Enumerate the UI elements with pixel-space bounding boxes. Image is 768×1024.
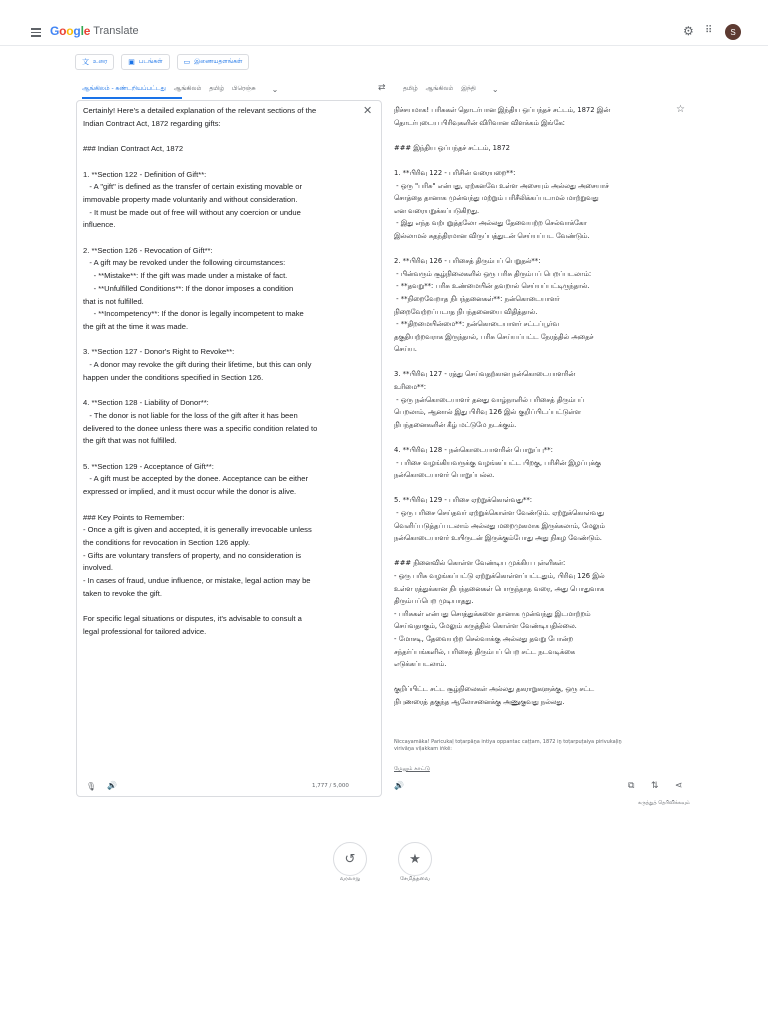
target-language-bar bbox=[403, 80, 507, 98]
mode-selector bbox=[75, 54, 249, 70]
source-lang-french[interactable]: பிரெஞ்சு bbox=[232, 85, 256, 92]
save-translation-star-icon[interactable]: ☆ bbox=[676, 104, 685, 115]
target-lang-tamil[interactable]: தமிழ் bbox=[403, 85, 418, 92]
settings-gear-icon[interactable]: ⚙ bbox=[683, 24, 694, 38]
transliteration-text: Niccayamāka! Paricukaḷ toṭarpāṉa intiya oppantac caṭṭam, 1872 iṉ toṭarpuṭaiya pirivukaḷiṉ virivāṉa viḷakkam iṅkē: bbox=[394, 739, 622, 752]
logo-letter-g: G bbox=[50, 24, 60, 38]
mode-websites-label: இணையதளங்கள் bbox=[194, 58, 243, 65]
logo-letter-e: e bbox=[83, 24, 91, 38]
source-lang-detected[interactable]: ஆங்கிலம் - கண்டறியப்பட்டது bbox=[82, 85, 166, 92]
copy-icon[interactable]: ⧉ bbox=[628, 781, 635, 791]
target-lang-hindi[interactable]: இந்தி bbox=[461, 85, 476, 92]
logo-letter-l: l bbox=[80, 24, 84, 38]
mode-images-button[interactable] bbox=[121, 54, 169, 70]
website-icon: ▭ bbox=[183, 58, 191, 66]
mode-images-label: படங்கள் bbox=[138, 58, 163, 65]
image-icon: ▣ bbox=[128, 58, 135, 66]
history-icon: ↺ bbox=[344, 851, 356, 867]
source-lang-tamil[interactable]: தமிழ் bbox=[209, 85, 225, 92]
active-lang-underline bbox=[82, 97, 182, 99]
mode-text-label: உரை bbox=[93, 58, 108, 65]
swap-languages-icon[interactable]: ⇄ bbox=[378, 83, 386, 93]
history-label: வரலாறு bbox=[339, 876, 361, 882]
clear-source-close-icon[interactable]: ✕ bbox=[363, 104, 373, 117]
app-header bbox=[0, 0, 768, 46]
apps-grid-icon[interactable]: ⠿ bbox=[705, 25, 713, 36]
source-language-bar bbox=[82, 80, 286, 98]
star-icon: ★ bbox=[409, 851, 421, 867]
source-lang-chevron-down-icon[interactable]: ⌄ bbox=[271, 84, 279, 94]
saved-label: சேமித்தவை bbox=[400, 876, 430, 882]
history-button[interactable] bbox=[333, 842, 367, 876]
send-feedback-link[interactable]: கருத்துத் தெரிவிக்கவும் bbox=[638, 800, 690, 806]
source-lang-english[interactable]: ஆங்கிலம் bbox=[173, 85, 202, 92]
show-more-link[interactable]: மேலும் காட்டு bbox=[394, 766, 430, 772]
logo-letter-g2: g bbox=[73, 24, 81, 38]
logo-letter-o2: o bbox=[66, 24, 74, 38]
saved-button[interactable] bbox=[398, 842, 432, 876]
rate-translation-icon[interactable]: ⇅ bbox=[651, 781, 659, 791]
source-textarea[interactable]: Certainly! Here's a detailed explanation of the relevant sections of the Indian Contract Act, 1872 regarding gifts: ### Indian Contract Act, 1872 1. **Section 122 - Definition of Gift**: - A "gift" is defined as the transfer of certain existing movable or immovable property made voluntarily and without consideration. - It must be made out of free will without any coercion or undue influence. 2. **Section 126 - Revocation of Gift**: - A gift may be revoked under the following circumstances: - **Mistake**: If the gift was made under a mistake of fact. - **Unfulfilled Conditions**: If the donor imposes a condition that is not fulfilled. - **Incompetency**: If the donor is legally incompetent to make the gift at the time it was made. 3. **Section 127 - Donor's Right to Revoke**: - A donor may revoke the gift during their lifetime, but this can only happen under the conditions specified in Section 126. 4. **Section 128 - Liability of Donor**: - The donor is not liable for the loss of the gift after it has been delivered to the donee unless there was a specific condition related to the gift that was not fulfilled. 5. **Section 129 - Acceptance of Gift**: - A gift must be accepted by the donee. Acceptance can be either expressed or implied, and it must occur while the donor is alive. ### Key Points to Remember: - Once a gift is given and accepted, it is generally irrevocable unless the conditions for revocation in Section 126 apply. - Gifts are voluntary transfers of property, and no consideration is involved. - In cases of fraud, undue influence, or mistake, legal action may be taken to revoke the gift. For specific legal situations or disputes, it's advisable to consult a legal professional for tailored advice. bbox=[83, 106, 318, 636]
google-translate-logo[interactable] bbox=[50, 24, 139, 38]
source-listen-speaker-icon[interactable]: 🔊 bbox=[107, 781, 117, 790]
translation-listen-speaker-icon[interactable]: 🔊 bbox=[394, 781, 404, 790]
share-icon[interactable]: ⋖ bbox=[675, 781, 683, 791]
target-lang-chevron-down-icon[interactable]: ⌄ bbox=[491, 84, 499, 94]
main-menu-icon[interactable] bbox=[31, 28, 41, 36]
translation-output: நிச்சயமாக! பரிசுகள் தொடர்பான இந்திய ஒப்பந்தச் சட்டம், 1872 இன் தொடர்புடைய பிரிவுகளின் விரிவான விளக்கம் இங்கே: ### இந்திய ஒப்பந்தச் சட்டம், 1872 1. **பிரிவு 122 - பரிசின் வரையறை**: - ஒரு "பரிசு" என்பது, ஏற்கனவே உள்ள அசையும் அல்லது அசையாச் சொத்தை தானாக முன்வந்து மற்றும் பரிசீலிக்கப்படாமல் மாற்றுவது என வரையறுக்கப்படுகிறது. - இது எந்த வற்புறுத்தலோ அல்லது தேவையற்ற செல்வாக்கோ இல்லாமல் சுதந்திரமான விருப்பத்துடன் செய்யப்பட வேண்டும். 2. **பிரிவு 126 - பரிசைத் திரும்பப் பெறுதல்**: - பின்வரும் சூழ்நிலைகளில் ஒரு பரிசு திரும்பப் பெறப்படலாம்: - **தவறு**: பரிசு உண்மையின் தவறால் செய்யப்பட்டிருந்தால். - **நிறைவேறாத நிபந்தனைகள்**: நன்கொடையாளர் நிறைவேற்றப்படாத நிபந்தனையை விதித்தால். - **திறமையின்மை**: நன்கொடையாளர் சட்டப்பூர்வ தகுதியற்றவராக இருந்தால், பரிசு செய்யப்பட்ட நேரத்தில் அதைச் செய்ய. 3. **பிரிவு 127 - ரத்து செய்வதற்கான நன்கொடையாளரின் உரிமை**: - ஒரு நன்கொடையாளர் தனது வாழ்நாளில் பரிசைத் திரும்பப் பெறலாம், ஆனால் இது பிரிவு 126 இல் குறிப்பிடப்பட்டுள்ள நிபந்தனைகளின் கீழ் மட்டுமே நடக்கும். 4. **பிரிவு 128 - நன்கொடையாளரின் பொறுப்பு**: - பரிசை வழங்கியவருக்கு வழங்கப்பட்ட பிறகு, பரிசின் இழப்புக்கு நன்கொடையாளர் பொறுப்பல்ல. 5. **பிரிவு 129 - பரிசை ஏற்றுக்கொள்வது**: - ஒரு பரிசை செய்தவர் ஏற்றுக்கொள்ள வேண்டும். ஏற்றுக்கொள்வது வெளிப்படுத்தப்படலாம் அல்லது மறைமுகமாக இருக்கலாம், மேலும் நன்கொடையாளர் உயிருடன் இருக்கும்போது அது நிகழ வேண்டும். ### நினைவில் கொள்ள வேண்டிய முக்கிய புள்ளிகள்: - ஒரு பரிசு வழங்கப்பட்டு ஏற்றுக்கொள்ளப்பட்டதும், பிரிவு 126 இல் உள்ள ரத்துக்கான நிபந்தனைகள் பொருந்தாத வரை, அது பொதுவாக திரும்பப்பெற முடியாதது. - பரிசுகள் என்பது சொத்துக்களை தானாக முன்வந்து இடமாற்றம் செய்வதாகும், மேலும் கருத்தில் கொள்ள வேண்டியதில்லை. - மோசடி, தேவையற்ற செல்வாக்கு அல்லது தவறு போன்ற சந்தர்ப்பங்களில், பரிசைத் திரும்பப் பெற சட்ட நடவடிக்கை எடுக்கப்படலாம். குறிப்பிட்ட சட்ட சூழ்நிலைகள் அல்லது தகராறுகளுக்கு, ஒரு சட்ட நிபுணரைத் தகுந்த ஆலோசனைக்கு அணுகுவது நல்லது. bbox=[394, 106, 610, 706]
product-name: Translate bbox=[93, 25, 139, 37]
microphone-icon[interactable]: 🎙 bbox=[86, 782, 97, 791]
translate-icon: 文 bbox=[82, 58, 89, 66]
account-avatar[interactable]: S bbox=[725, 24, 741, 40]
logo-letter-o1: o bbox=[59, 24, 67, 38]
character-count: 1,777 / 5,000 bbox=[312, 783, 349, 789]
mode-websites-button[interactable] bbox=[177, 54, 250, 70]
target-lang-english[interactable]: ஆங்கிலம் bbox=[425, 85, 454, 92]
mode-text-button[interactable] bbox=[75, 54, 114, 70]
